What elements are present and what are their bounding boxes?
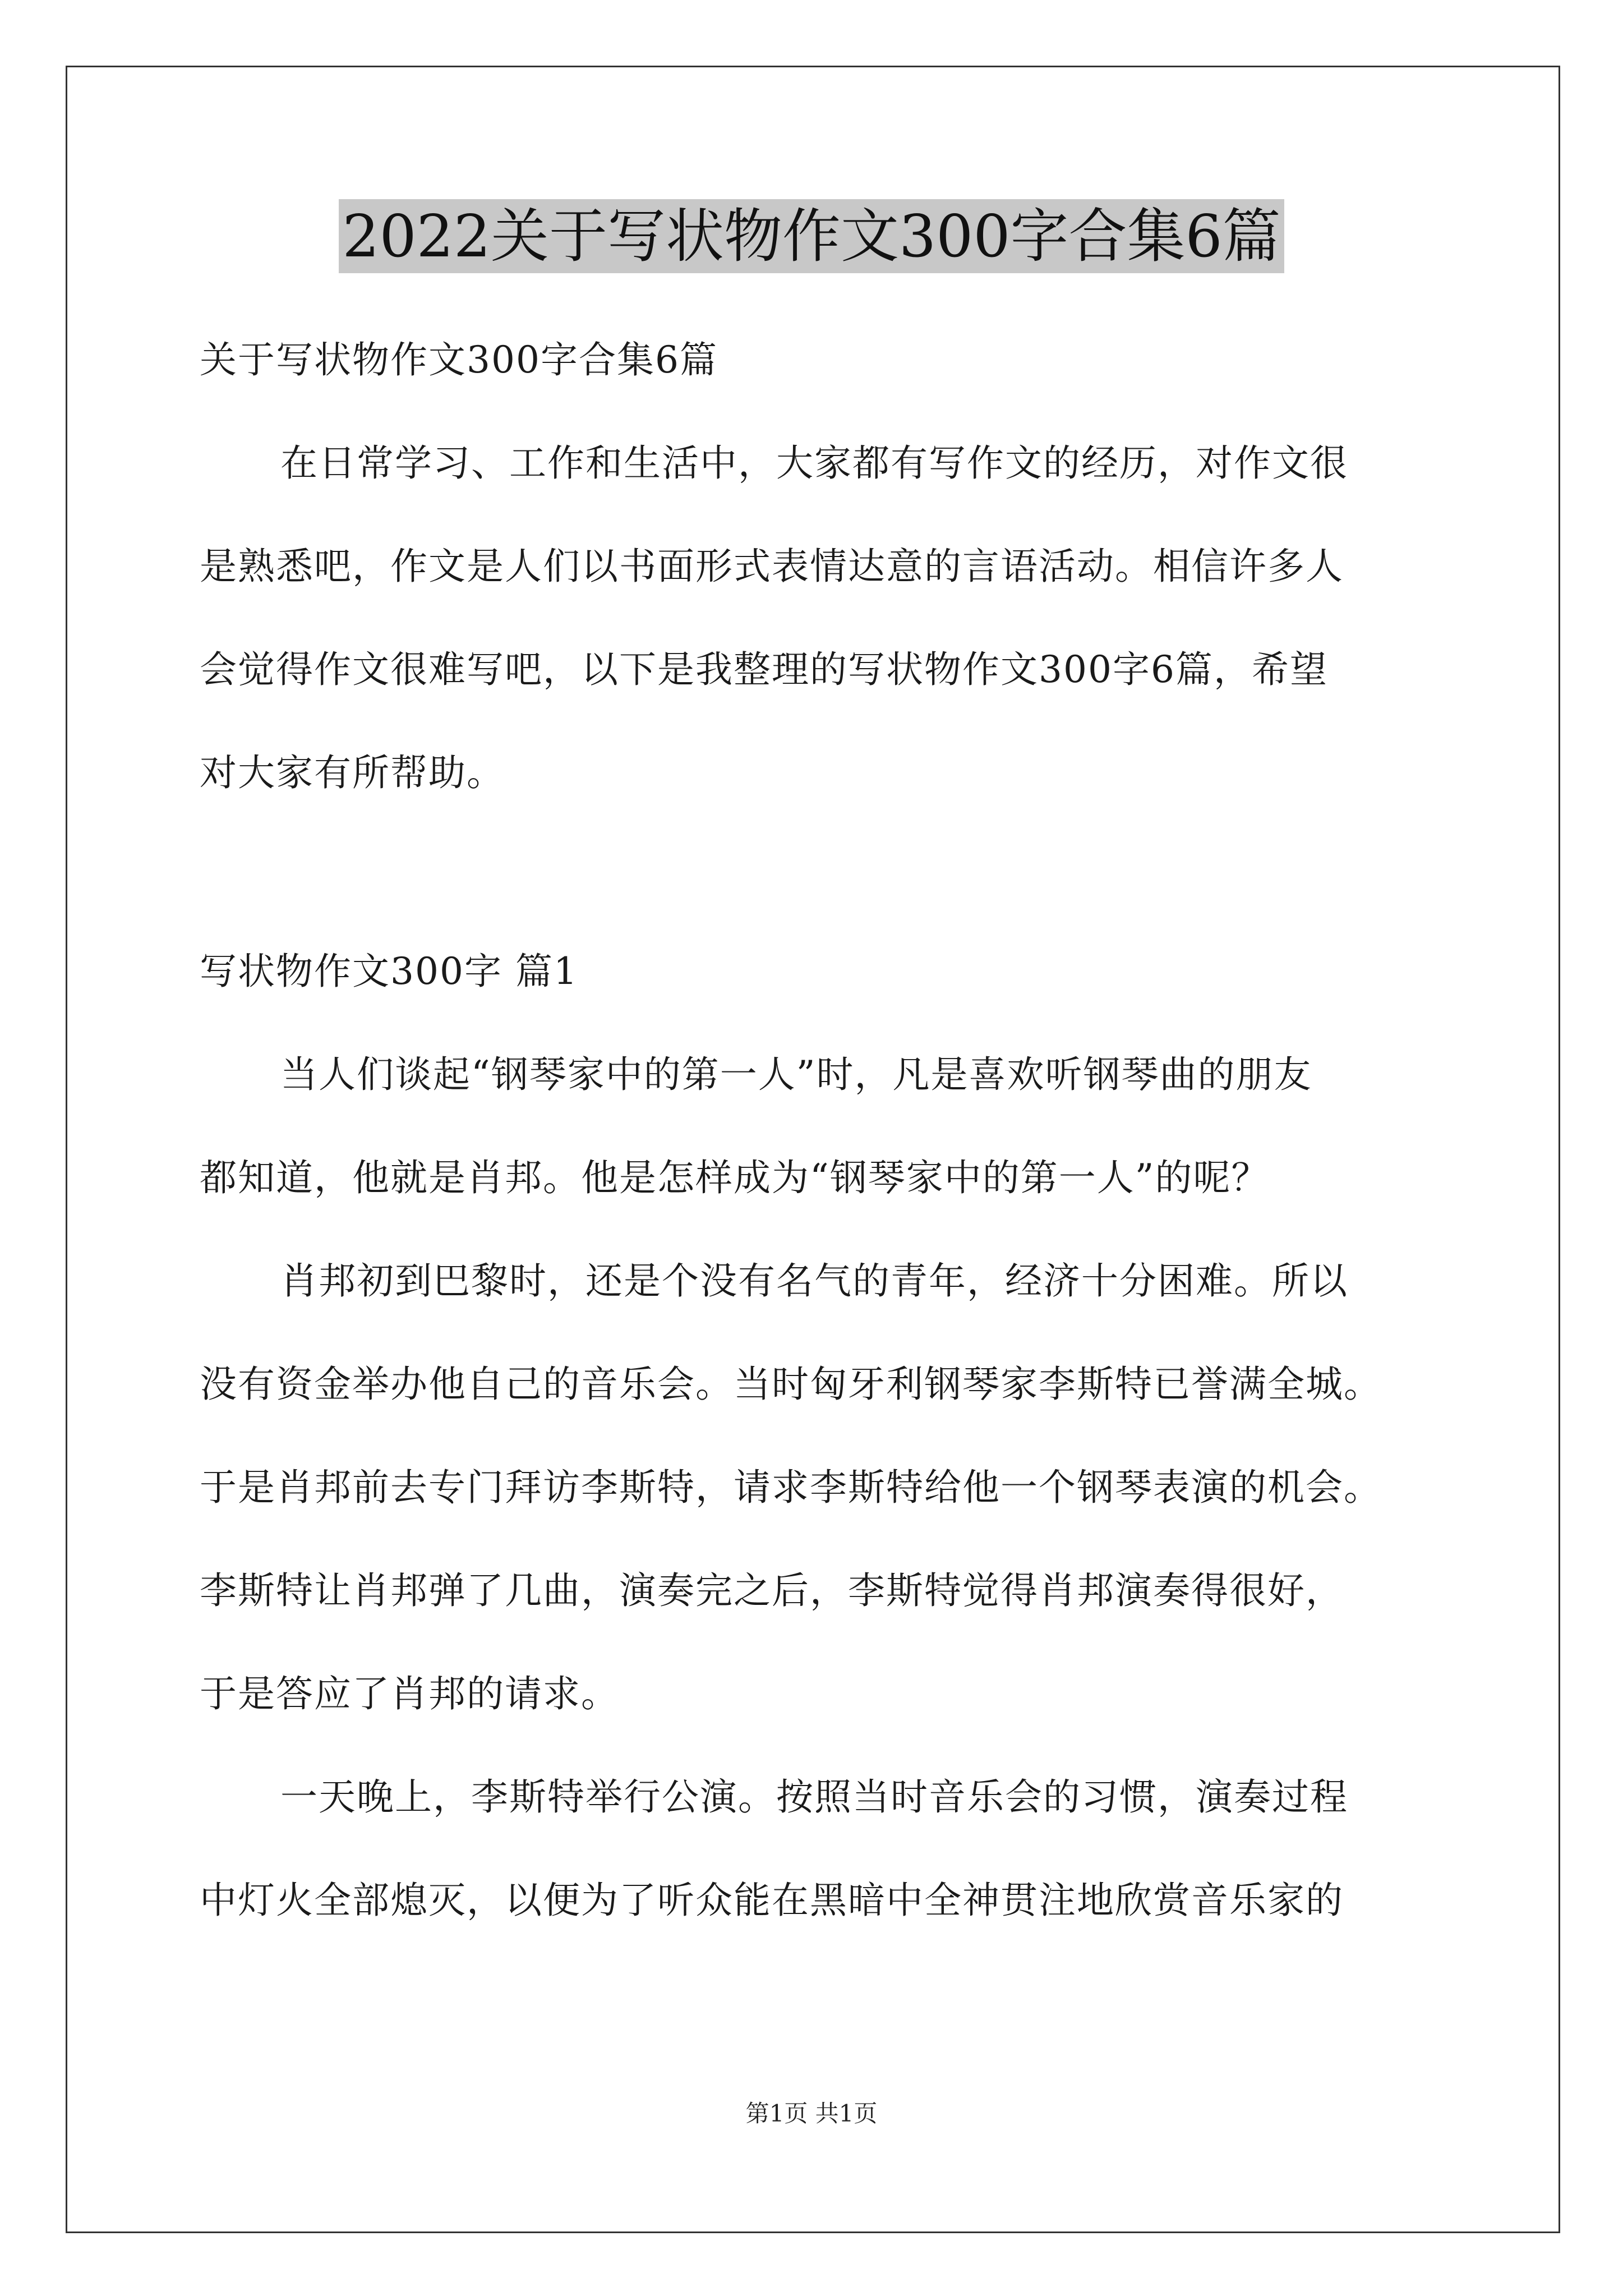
document-body — [200, 309, 1437, 1952]
paragraph-line: 当人们谈起“钢琴家中的第一人”时，凡是喜欢听钢琴曲的朋友 — [280, 1053, 1312, 1096]
section-spacer — [200, 825, 1437, 920]
intro-line: 是熟悉吧，作文是人们以书面形式表情达意的言语活动。相信许多人 — [200, 545, 1344, 588]
intro-line: 会觉得作文很难写吧，以下是我整理的写状物作文300字6篇，希望 — [200, 648, 1328, 691]
paragraph-line: 于是肖邦前去专门拜访李斯特，请求李斯特给他一个钢琴表演的机会。 — [200, 1466, 1382, 1509]
document-subtitle: 关于写状物作文300字合集6篇 — [200, 338, 718, 381]
paragraph-line: 中灯火全部熄灭，以便为了听众能在黑暗中全神贯注地欣赏音乐家的 — [200, 1879, 1344, 1922]
intro-line: 在日常学习、工作和生活中，大家都有写作文的经历，对作文很 — [280, 441, 1348, 485]
paragraph-line: 李斯特让肖邦弹了几曲，演奏完之后，李斯特觉得肖邦演奏得很好， — [200, 1569, 1344, 1612]
paragraph-line: 都知道，他就是肖邦。他是怎样成为“钢琴家中的第一人”的呢？ — [200, 1156, 1270, 1199]
page-footer: 第1页 共1页 — [745, 2100, 878, 2127]
paragraph-line: 一天晚上，李斯特举行公演。按照当时音乐会的习惯，演奏过程 — [280, 1775, 1348, 1819]
section-heading: 写状物作文300字 篇1 — [200, 950, 578, 993]
paragraph-line: 肖邦初到巴黎时，还是个没有名气的青年，经济十分困难。所以 — [280, 1259, 1348, 1303]
paragraph-line: 于是答应了肖邦的请求。 — [200, 1672, 619, 1715]
paragraph-line: 没有资金举办他自己的音乐会。当时匈牙利钢琴家李斯特已誉满全城。 — [200, 1363, 1382, 1406]
title-wrapper — [0, 199, 1623, 273]
document-title: 2022关于写状物作文300字合集6篇 — [339, 199, 1284, 273]
intro-line: 对大家有所帮助。 — [200, 751, 505, 794]
